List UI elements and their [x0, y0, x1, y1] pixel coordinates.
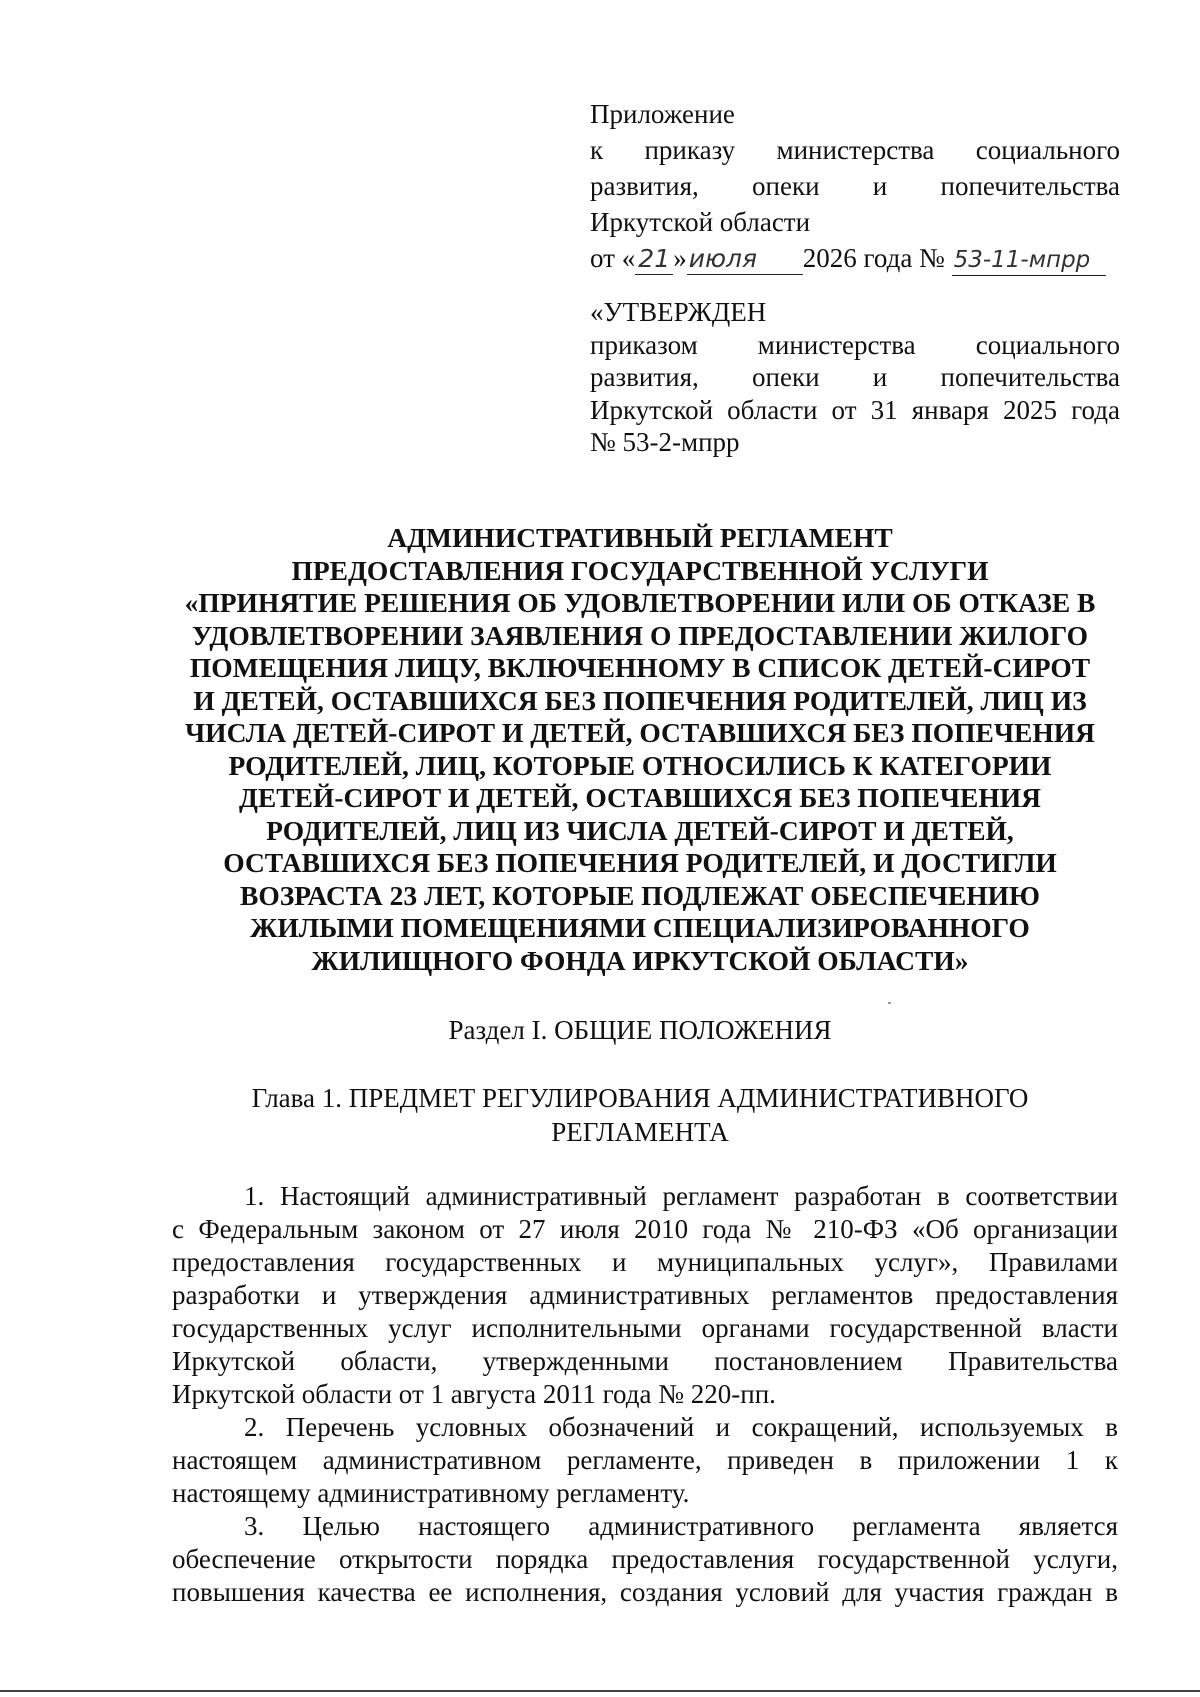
- approved-line: Иркутской области от 31 января 2025 года: [590, 394, 1120, 425]
- approved-line: приказом министерства социального: [590, 329, 1120, 360]
- paragraph-line: повышения качества ее исполнения, создания условий для участия граждан в: [172, 1577, 1118, 1607]
- appendix-line: к приказу министерства социального: [590, 135, 1120, 165]
- paragraph-line: предоставления государственных и муниципальных услуг», Правилами: [172, 1247, 1118, 1277]
- chapter-line: Глава 1. ПРЕДМЕТ РЕГУЛИРОВАНИЯ АДМИНИСТРАТИВНОГО: [251, 1083, 1029, 1113]
- paragraph-1: [172, 1180, 1118, 1411]
- title-line: ОСТАВШИХСЯ БЕЗ ПОПЕЧЕНИЯ РОДИТЕЛЕЙ, И ДОСТИГЛИ: [223, 847, 1057, 878]
- handwritten-month: июля: [687, 244, 803, 275]
- appendix-line: развития, опеки и попечительства: [590, 171, 1120, 201]
- paragraph-2: [172, 1411, 1118, 1510]
- approved-block: [590, 296, 1120, 459]
- approved-label: «УТВЕРЖДЕН: [590, 297, 767, 327]
- title-line: АДМИНИСТРАТИВНЫЙ РЕГЛАМЕНТ: [387, 522, 893, 553]
- handwritten-day: 21: [635, 244, 673, 275]
- paragraph-3: [172, 1510, 1118, 1609]
- paragraph-line: обеспечение открытости порядка предоставления государственной услуги,: [172, 1544, 1118, 1574]
- approved-line: развития, опеки и попечительства: [590, 362, 1120, 392]
- chapter-line: РЕГЛАМЕНТА: [551, 1117, 729, 1147]
- paragraph-line: 2. Перечень условных обозначений и сокращений, используемых в: [244, 1412, 1118, 1442]
- appendix-header: [590, 96, 1120, 276]
- paragraph-line: государственных услуг исполнительными органами государственной власти: [172, 1313, 1118, 1343]
- title-line: РОДИТЕЛЕЙ, ЛИЦ, КОТОРЫЕ ОТНОСИЛИСЬ К КАТЕГОРИИ: [228, 749, 1052, 781]
- paragraph-line: 1. Настоящий административный регламент разработан в соответствии: [244, 1181, 1118, 1211]
- title-line: ПОМЕЩЕНИЯ ЛИЦУ, ВКЛЮЧЕННОМУ В СПИСОК ДЕТЕЙ-СИРОТ: [189, 652, 1091, 683]
- approved-number: № 53-2-мпрр: [590, 427, 740, 457]
- page-bottom-rule: [0, 1690, 1200, 1692]
- title-line: ЖИЛЫМИ ПОМЕЩЕНИЯМИ СПЕЦИАЛИЗИРОВАННОГО: [250, 912, 1030, 943]
- title-line: ВОЗРАСТА 23 ЛЕТ, КОТОРЫЕ ПОДЛЕЖАТ ОБЕСПЕЧЕНИЮ: [240, 879, 1040, 911]
- date-prefix: от «: [590, 243, 636, 273]
- paragraph-line: настоящем административном регламенте, приведен в приложении 1 к: [172, 1445, 1118, 1475]
- section-heading: Раздел I. ОБЩИЕ ПОЛОЖЕНИЯ: [448, 1015, 832, 1045]
- chapter-heading: [200, 1081, 1080, 1149]
- paragraph-line: разработки и утверждения административных регламентов предоставления: [172, 1280, 1118, 1310]
- document-title: [160, 522, 1120, 977]
- title-line: ЧИСЛА ДЕТЕЙ-СИРОТ И ДЕТЕЙ, ОСТАВШИХСЯ БЕЗ ПОПЕЧЕНИЯ: [185, 717, 1095, 748]
- handwritten-order-number: 53-11-мпрр: [952, 245, 1106, 276]
- paragraph-line: настоящему административному регламенту.: [172, 1478, 690, 1508]
- title-line: РОДИТЕЛЕЙ, ЛИЦ ИЗ ЧИСЛА ДЕТЕЙ-СИРОТ И ДЕТЕЙ,: [266, 814, 1014, 846]
- appendix-line: Иркутской области: [590, 207, 811, 237]
- title-line: ПРЕДОСТАВЛЕНИЯ ГОСУДАРСТВЕННОЙ УСЛУГИ: [291, 554, 989, 586]
- paragraph-line: 3. Целью настоящего административного регламента является: [244, 1511, 1118, 1541]
- quote-close: »: [673, 243, 687, 273]
- paragraph-line: Иркутской области от 1 августа 2011 года № 220-пп.: [172, 1379, 776, 1409]
- appendix-date-line: [590, 240, 1120, 276]
- appendix-label: Приложение: [590, 99, 735, 129]
- title-line: «ПРИНЯТИЕ РЕШЕНИЯ ОБ УДОВЛЕТВОРЕНИИ ИЛИ ОБ ОТКАЗЕ В: [184, 587, 1096, 618]
- year-text: 2026 года №: [802, 243, 945, 273]
- title-line: ЖИЛИЩНОГО ФОНДА ИРКУТСКОЙ ОБЛАСТИ»: [311, 944, 969, 976]
- title-line: УДОВЛЕТВОРЕНИИ ЗАЯВЛЕНИЯ О ПРЕДОСТАВЛЕНИИ ЖИЛОГО: [192, 619, 1088, 651]
- document-body: [172, 1180, 1118, 1609]
- title-line: И ДЕТЕЙ, ОСТАВШИХСЯ БЕЗ ПОПЕЧЕНИЯ РОДИТЕЛЕЙ, ЛИЦ ИЗ: [193, 684, 1087, 716]
- paragraph-line: Иркутской области, утвержденными постановлением Правительства: [172, 1346, 1118, 1376]
- paragraph-line: с Федеральным законом от 27 июля 2010 года № 210-ФЗ «Об организации: [172, 1214, 1118, 1244]
- title-line: ДЕТЕЙ-СИРОТ И ДЕТЕЙ, ОСТАВШИХСЯ БЕЗ ПОПЕЧЕНИЯ: [238, 782, 1042, 813]
- scan-speck: [888, 1002, 891, 1004]
